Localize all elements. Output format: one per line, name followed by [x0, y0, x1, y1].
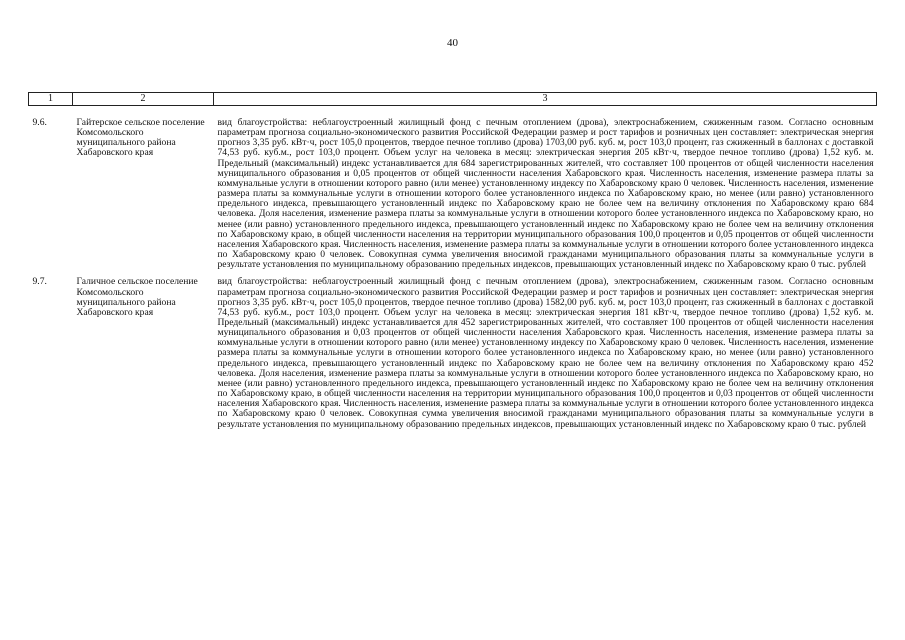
municipality-description: вид благоустройства: неблагоустроенный жилищный фонд с печным отоплением (дрова), электроснабжением, сжиженным газом. Согласно основным параметрам прогноза социально-экономического развития Российской Федерации размер и рост тарифов и розничных цен составляет: электрическая энергия прогноз 3,35 руб. кВт·ч, рост 105,0 процентов, твердое печное топливо (дрова) 1703,00 руб. куб. м, рост 103,0 процент, газ сжиженный в баллонах с доставкой 74,53 руб. куб.м., рост 103,0 процент. Объем услуг на человека в месяц: электрическая энергия 205 кВт·ч, твердое печное топливо (дрова) 1,52 куб. м. Предельный (максимальный) индекс устанавливается для 684 зарегистрированных жителей, что составляет 100 процентов от общей численности населения муниципального образования и 0,05 процентов от общей численности населения Хабаровского края. Численность населения, изменение размера платы за коммунальные услуги в отношении которого равно (или менее) установленному индексу по Хабаровскому краю 0 человек. Численность населения, изменение размера платы за коммунальные услуги в отношении которого более установленного индекса по Хабаровскому краю, но менее (или равно) установленного предельного индекса, превышающего установленный индекс по Хабаровскому краю не более чем на величину отклонения по Хабаровскому краю 684 человека. Доля населения, изменение размера платы за коммунальные услуги в отношении которого более установленного индекса по Хабаровскому краю, но менее (или равно) установленного предельного индекса, превышающего установленный индекс по Хабаровскому краю не более чем на величину отклонения по Хабаровскому краю, в общей численности населения на территории муниципального образования 100,0 процентов и 0,05 процентов от общей численности населения Хабаровского края. Численность населения, изменение размера платы за коммунальные услуги в отношении которого более установленного индекса по Хабаровскому краю 0 человек. Совокупная сумма увеличения вносимой гражданами муниципального образования платы за коммунальные услуги в результате установления по муниципальному образованию предельных индексов, превышающих установленный индекс по Хабаровскому краю 0 тыс. рублей: [217, 117, 874, 271]
table-header: [29, 93, 877, 106]
column-header-1: 1: [29, 93, 73, 106]
municipal-index-table: [28, 92, 877, 430]
table-body: [29, 106, 877, 430]
page-number: 40: [447, 37, 458, 49]
row-number: 9.6.: [32, 117, 47, 128]
table-header-row: [29, 93, 877, 106]
municipality-name: Гайтерское сельское поселение Комсомольского муниципального района Хабаровского края: [76, 117, 205, 159]
municipality-name: Галичное сельское поселение Комсомольского муниципального района Хабаровского края: [76, 276, 198, 318]
table-row: [29, 106, 877, 271]
municipality-description: вид благоустройства: неблагоустроенный жилищный фонд с печным отоплением (дрова), электроснабжением, сжиженным газом. Согласно основным параметрам прогноза социально-экономического развития Российской Федерации размер и рост тарифов и розничных цен составляет: электрическая энергия прогноз 3,35 руб. кВт·ч, рост 105,0 процентов, твердое печное топливо (дрова) 1582,00 руб. куб. м, рост 103,0 процент, газ сжиженный в баллонах с доставкой 74,53 руб. куб.м., рост 103,0 процент. Объем услуг на человека в месяц: электрическая энергия 181 кВт·ч, твердое печное топливо (дрова) 1,52 куб. м. Предельный (максимальный) индекс устанавливается для 452 зарегистрированных жителей, что составляет 100 процентов от общей численности населения муниципального образования и 0,03 процентов от общей численности населения Хабаровского края. Численность населения, изменение размера платы за коммунальные услуги в отношении которого равно (или менее) установленному индексу по Хабаровскому краю 0 человек. Численность населения, изменение размера платы за коммунальные услуги в отношении которого более установленного индекса по Хабаровскому краю, но менее (или равно) установленного предельного индекса, превышающего установленный индекс по Хабаровскому краю не более чем на величину отклонения по Хабаровскому краю 452 человека. Доля населения, изменение размера платы за коммунальные услуги в отношении которого более установленного индекса по Хабаровскому краю, но менее (или равно) установленного предельного индекса, превышающего установленный индекс по Хабаровскому краю не более чем на величину отклонения по Хабаровскому краю, в общей численности населения на территории муниципального образования 100,0 процентов и 0,03 процентов от общей численности населения Хабаровского края. Численность населения, изменение размера платы за коммунальные услуги в отношении которого более установленного индекса по Хабаровскому краю 0 человек. Совокупная сумма увеличения вносимой гражданами муниципального образования платы за коммунальные услуги в результате установления по муниципальному образованию предельных индексов, превышающих установленный индекс по Хабаровскому краю 0 тыс. рублей: [217, 276, 874, 430]
column-header-3: 3: [214, 93, 877, 106]
column-header-2: 2: [73, 93, 214, 106]
table-row: [29, 270, 877, 429]
row-number: 9.7.: [32, 276, 47, 288]
